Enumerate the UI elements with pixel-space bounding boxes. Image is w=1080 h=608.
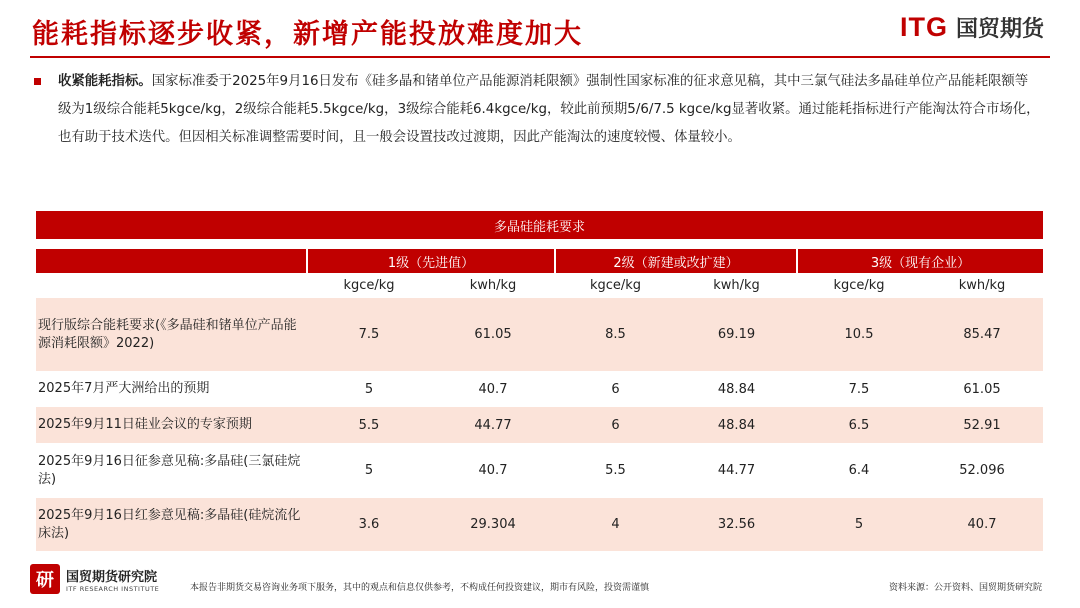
table-row (36, 443, 1043, 498)
disclaimer-text: 本报告非期货交易咨询业务项下服务，其中的观点和信息仅供参考，不构成任何投资建议，期市有风险，投资需谨慎 (190, 583, 650, 593)
source-text: 资料来源：公开资料、国贸期货研究院 (888, 583, 1042, 593)
bullet-paragraph (58, 68, 1040, 152)
table-cell: 85.47 (921, 298, 1043, 371)
table-cell: 52.91 (921, 407, 1043, 443)
page-title: 能耗指标逐步收紧，新增产能投放难度加大 (32, 19, 583, 50)
logo-itg: ITG (899, 12, 948, 42)
table-cell: 61.05 (431, 298, 555, 371)
row-label: 2025年9月11日硅业会议的专家预期 (36, 407, 307, 443)
institute-name-cn: 国贸期货研究院 (66, 569, 158, 585)
bullet-square-icon (34, 78, 41, 85)
table-cell: 6 (611, 381, 620, 397)
bullet-lead: 收紧能耗指标。 (58, 74, 152, 89)
bullet-text: 国家标准委于2025年9月16日发布《硅多晶和锗单位产品能源消耗限额》强制性国家标准的征求意见稿，其中三氯气硅法多晶硅单位产品能耗限额等级为1级综合能耗5kgce/kg，2级综合能耗5.5kgce/kg，3级综合能耗6.4kgce/kg，较此前预期5/6/7.5 kgce/kg显著收紧。通过能耗指标进行产能淘汰符合市场化，也有助于技术迭代。但因相关标准调整需要时间，且一般会设置技改过渡期，因此产能淘汰的速度较慢、体量较小。 (58, 74, 1040, 145)
table-cell: 7.5 (307, 298, 431, 371)
table-cell: 44.77 (717, 463, 756, 478)
table-row (36, 371, 1043, 407)
table-cell: 61.05 (963, 381, 1001, 397)
institute-name-en: ITF RESEARCH INSTITUTE (66, 584, 160, 593)
table-cell: 6.4 (848, 463, 870, 478)
unit-header: kwh/kg (958, 278, 1006, 293)
table-cell: 5 (364, 381, 374, 397)
table-cell: 48.84 (676, 407, 797, 443)
table-cell: 69.19 (676, 298, 797, 371)
table-cell: 29.304 (431, 498, 555, 551)
table-cell: 8.5 (555, 298, 676, 371)
row-label: 2025年7月严大洲给出的预期 (38, 381, 210, 396)
table-row (36, 498, 1043, 551)
unit-header: kgce/kg (833, 278, 885, 293)
table-row (36, 407, 1043, 443)
research-seal-icon: 研 (30, 564, 60, 594)
unit-header: kwh/kg (713, 278, 760, 293)
logo-company-name: 国贸期货 (955, 17, 1044, 42)
level-header-blank (36, 249, 307, 273)
table-cell: 40.7 (478, 463, 508, 478)
level-header-2: 2级（新建或改扩建） (555, 249, 797, 273)
table-cell: 5.5 (307, 407, 431, 443)
footer-logo (30, 564, 159, 594)
table-cell: 40.7 (921, 498, 1043, 551)
institute-name (66, 566, 159, 593)
footer (0, 558, 1080, 608)
table-cell: 5.5 (605, 463, 626, 478)
unit-header-blank (36, 273, 307, 298)
table-title: 多晶硅能耗要求 (36, 211, 1043, 239)
title-divider (30, 56, 1050, 58)
table-cell: 5 (797, 498, 921, 551)
table-cell: 4 (555, 498, 676, 551)
row-label: 2025年9月16日红参意见稿:多晶硅(硅烷流化床法) (36, 498, 307, 551)
table-cell: 40.7 (478, 381, 508, 397)
energy-requirements-table (36, 211, 1043, 551)
level-header-3: 3级（现有企业） (797, 249, 1043, 273)
table-row (36, 298, 1043, 371)
level-header-1: 1级（先进值） (307, 249, 555, 273)
row-label: 现行版综合能耗要求(《多晶硅和锗单位产品能源消耗限额》2022) (36, 298, 307, 371)
table-cell: 48.84 (717, 381, 756, 397)
company-logo (900, 12, 1044, 43)
table-cell: 52.096 (959, 463, 1005, 478)
table-cell: 10.5 (797, 298, 921, 371)
table-cell: 5 (364, 463, 374, 478)
row-label: 2025年9月16日征参意见稿:多晶硅(三氯硅烷法) (38, 453, 301, 487)
table-cell: 6.5 (797, 407, 921, 443)
unit-header: kgce/kg (343, 278, 395, 293)
table-cell: 44.77 (431, 407, 555, 443)
unit-header: kwh/kg (469, 278, 517, 293)
table-cell: 6 (555, 407, 676, 443)
table-cell: 32.56 (676, 498, 797, 551)
table-cell: 3.6 (307, 498, 431, 551)
table-cell: 7.5 (848, 381, 870, 397)
unit-header: kgce/kg (589, 278, 642, 293)
